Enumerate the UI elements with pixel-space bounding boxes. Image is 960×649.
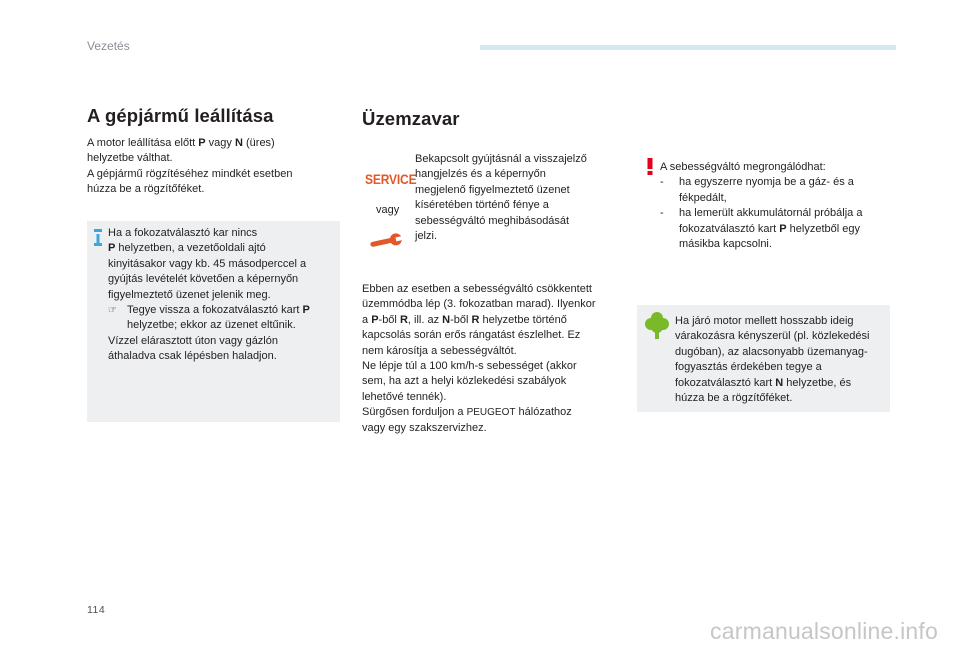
arrow-bullet-icon: ☞ [108, 305, 117, 317]
info-icon [94, 229, 102, 246]
lamp-description: Bekapcsolt gyújtásnál a visszajelző hangjelzés és a képernyőn megjelenő figyelmeztető üzenet kíséretében történő fénye a sebességváltó meghibásodását jelzi. [415, 153, 587, 243]
eco-tree-icon [645, 311, 669, 339]
middle-title: Üzemzavar [362, 108, 460, 129]
page-number: 114 [87, 604, 106, 616]
warning-exclamation-icon [647, 158, 653, 175]
warning-box: A sebességváltó megrongálódhat: - ha egyszerre nyomja be a gáz- és a fékpedált, - ha lemerült akkumulátornál próbálja a fokozatválasztó kart P helyzetből egy másikba kapcsolni. [637, 153, 895, 281]
header-bar [480, 45, 896, 50]
eco-box: Ha járó motor mellett hosszabb ideig várakozásra kényszerül (pl. közlekedési dugóban), az alacsonyabb üzemanyag- fogyasztás érdekében tegye a fokozatválasztó kart N helyzetbe, és húzza be a rögzítőféket. [637, 305, 890, 412]
section-title: Vezetés [87, 39, 130, 53]
left-title: A gépjármű leállítása [87, 105, 274, 126]
wrench-icon [367, 231, 405, 251]
service-warning-icon: SERVICE [365, 171, 417, 187]
left-paragraph: A motor leállítása előtt P vagy N (üres) helyzetbe válthat. A gépjármű rögzítéséhez mindkét esetben húzza be a rögzítőféket. [87, 137, 293, 196]
info-box: Ha a fokozatválasztó kar nincs P helyzetben, a vezetőoldali ajtó kinyitásakor vagy kb. 45 másodperccel a gyújtás levételét követően a képernyőn figyelmeztető üzenet jelenik meg. ☞ Tegye vissza a fokozatválasztó kart P helyzetbe; ekkor az üzenet eltűnik. Vízzel elárasztott úton vagy gázlón áthaladva csak lépésben haladjon. [87, 221, 340, 422]
or-label: vagy [376, 204, 400, 216]
watermark: carmanualsonline.info [710, 618, 938, 644]
middle-paragraph: Ebben az esetben a sebességváltó csökkentett üzemmódba lép (3. fokozatban marad). Ilyenkor a P-ből R, ill. az N-ből R helyzetbe történő kapcsolás során erős rángatást észlelhet. Ez nem károsítja a sebességváltót. Ne lépje túl a 100 km/h-s sebességet (akkor sem, ha azt a helyi közlekedési szabályok lehetővé tennék). Sürgősen forduljon a PEUGEOT hálózathoz vagy egy szakszervizhez. [362, 283, 596, 434]
